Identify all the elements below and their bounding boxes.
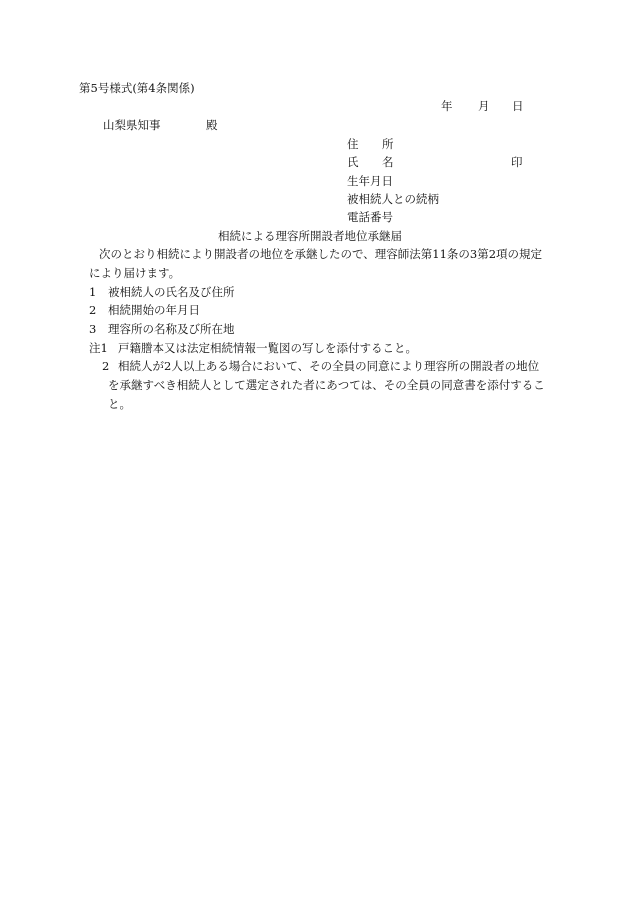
- item-text: 被相続人の氏名及び住所: [108, 285, 235, 299]
- item-number: 1: [89, 285, 97, 299]
- item-number: 2: [89, 303, 97, 317]
- note-number: 2: [102, 359, 110, 373]
- address-label-b: 所: [382, 137, 394, 151]
- birthdate-label: 生年月日: [347, 174, 393, 188]
- addressee-honorific: 殿: [206, 118, 218, 132]
- document-title: 相続による理容所開設者地位承継届: [218, 229, 402, 243]
- date-day-label: 日: [512, 99, 524, 113]
- date-month-label: 月: [478, 99, 490, 113]
- note-number: 注1: [89, 341, 108, 355]
- note-text: 戸籍謄本又は法定相続情報一覧図の写しを添付すること。: [118, 341, 417, 355]
- addressee-name: 山梨県知事: [103, 118, 161, 132]
- item-number: 3: [89, 322, 97, 336]
- date-year-label: 年: [441, 99, 453, 113]
- note-text: 相続人が2人以上ある場合において、その全員の同意により理容所の開設者の地位: [118, 359, 540, 373]
- note-text: を承継すべき相続人として選定された者にあつては、その全員の同意書を添付するこ: [108, 378, 545, 392]
- item-text: 理容所の名称及び所在地: [108, 322, 235, 336]
- phone-label: 電話番号: [347, 210, 393, 224]
- address-label-a: 住: [347, 137, 359, 151]
- name-label-a: 氏: [347, 155, 359, 169]
- body-line-2: により届けます。: [89, 266, 181, 280]
- name-label-b: 名: [382, 155, 394, 169]
- item-text: 相続開始の年月日: [108, 303, 200, 317]
- seal-mark: 印: [511, 155, 523, 169]
- relation-label: 被相続人との続柄: [347, 192, 439, 206]
- note-text: と。: [108, 397, 131, 411]
- body-line-1: 次のとおり相続により開設者の地位を承継したので、理容師法第11条の3第2項の規定: [99, 247, 543, 261]
- form-label: 第5号様式(第4条関係): [79, 81, 195, 95]
